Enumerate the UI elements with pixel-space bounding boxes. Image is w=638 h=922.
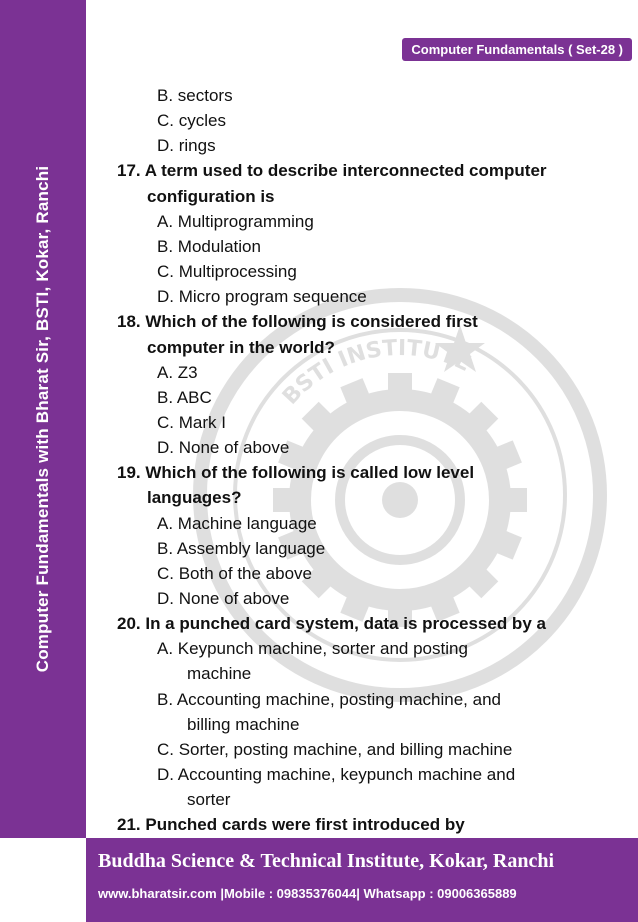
footer-institute-name: Buddha Science & Technical Institute, Kokar, Ranchi	[98, 850, 555, 872]
option-line: D. Micro program sequence	[157, 287, 367, 307]
option-line: D. None of above	[157, 438, 290, 458]
option-line: C. Sorter, posting machine, and billing machine	[157, 739, 513, 759]
question-line: 20. In a punched card system, data is processed by a	[117, 614, 546, 634]
option-line: B. ABC	[157, 387, 212, 407]
question-line: 17. A term used to describe interconnected computer	[117, 161, 547, 181]
option-line: A. Machine language	[157, 513, 317, 533]
option-line: C. Mark I	[157, 412, 226, 432]
footer-contact-info: www.bharatsir.com |Mobile : 09835376044| Whatsapp : 09006365889	[98, 886, 517, 901]
sidebar-title: Computer Fundamentals with Bharat Sir, BSTI, Kokar, Ranchi	[33, 165, 52, 673]
option-line: D. None of above	[157, 589, 290, 608]
option-line: B. sectors	[157, 86, 233, 105]
option-line: machine	[187, 664, 252, 684]
option-line: A. Multiprogramming	[157, 211, 314, 231]
option-line: billing machine	[187, 714, 300, 734]
seal-ring-text: BSTI INSTITUTE	[278, 335, 475, 410]
option-line: C. cycles	[157, 111, 226, 131]
option-line: B. Accounting machine, posting machine, and	[157, 689, 501, 709]
option-line: D. rings	[157, 136, 216, 156]
question-line: 18. Which of the following is considered first	[117, 312, 478, 332]
footer-banner	[86, 838, 638, 922]
option-line: A. Z3	[157, 362, 198, 382]
option-line: sorter	[187, 790, 231, 810]
question-line: 19. Which of the following is called low level	[117, 463, 475, 483]
question-line: computer in the world?	[147, 337, 335, 357]
option-line: D. Accounting machine, keypunch machine and	[157, 765, 516, 785]
option-line: A. Keypunch machine, sorter and posting	[157, 639, 468, 659]
question-line: configuration is	[147, 186, 275, 206]
question-line: languages?	[147, 488, 242, 508]
question-line: 21. Punched cards were first introduced by	[117, 815, 465, 835]
option-line: B. Assembly language	[157, 538, 326, 558]
set-badge: Computer Fundamentals ( Set-28 )	[402, 38, 632, 61]
option-line: C. Both of the above	[157, 563, 312, 583]
option-line: C. Multiprocessing	[157, 262, 297, 282]
option-line: B. Modulation	[157, 236, 261, 256]
